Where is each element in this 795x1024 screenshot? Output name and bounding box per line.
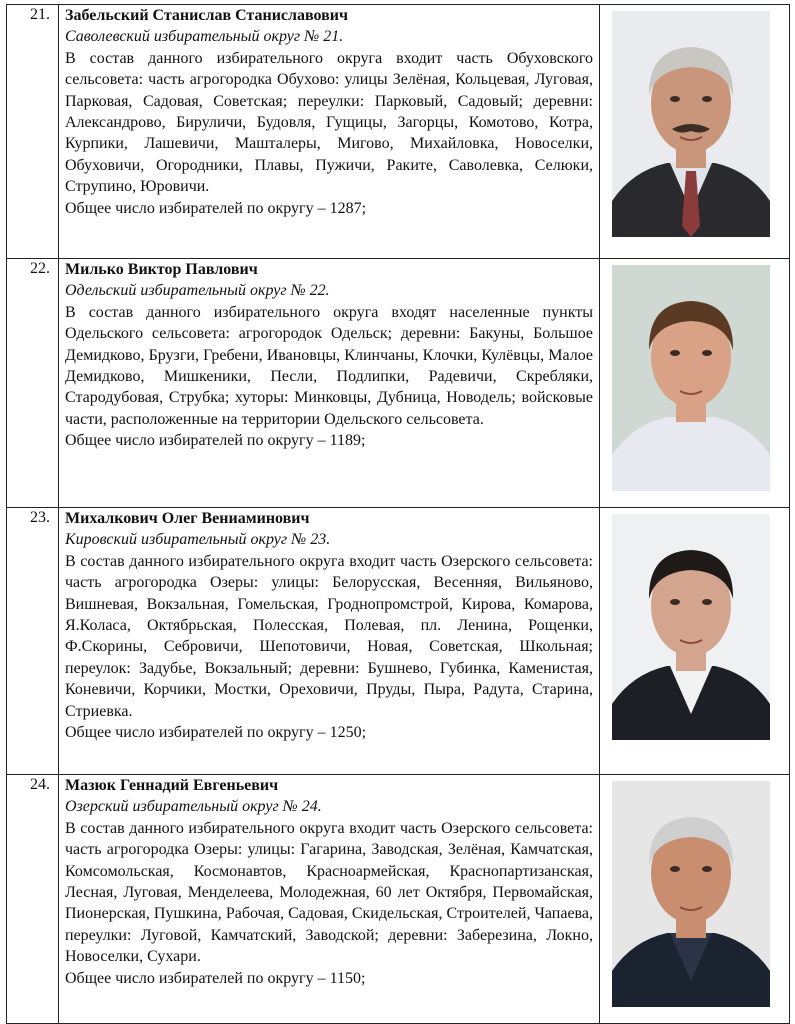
candidates-table (6, 4, 790, 1024)
row-number: 24. (7, 775, 59, 1024)
voter-total: Общее число избирателей по округу – 1287; (65, 199, 367, 217)
photo-cell (600, 259, 790, 508)
photo-cell (600, 775, 790, 1024)
eye-shape (670, 866, 680, 872)
candidate-info (59, 508, 600, 775)
table-row (7, 775, 790, 1024)
district-description: В состав данного избирательного округа входят населенные пункты Одельского сельсовета: агрогородок Одельск; деревни: Бакуны, Большое Демидково, Брузги, Гребени, Ивановцы, Клинчаны, Клочки, Кулёвцы, Малое Демидково, Мишкеники, Песли, Подлипки, Радевичи, Скребляки, Стародубовая, Струбка; хуторы: Минковцы, Дубница, Новодель; войсковые части, расположенные на территории Одельского сельсовета. (65, 303, 593, 428)
table-row (7, 259, 790, 508)
district-name: Саволевский избирательный округ № 21. (65, 28, 344, 46)
district-name: Одельский избирательный округ № 22. (65, 282, 330, 300)
photo-cell (600, 5, 790, 259)
portrait-photo-icon (612, 11, 770, 237)
photo-cell (600, 508, 790, 775)
candidate-info (59, 775, 600, 1024)
eye-shape (702, 350, 712, 356)
eye-shape (702, 866, 712, 872)
row-number: 23. (7, 508, 59, 775)
eye-shape (702, 96, 712, 102)
eye-shape (670, 599, 680, 605)
candidate-name: Мазюк Геннадий Евгеньевич (65, 777, 279, 794)
voter-total: Общее число избирателей по округу – 1150; (65, 969, 366, 987)
eye-shape (670, 96, 680, 102)
candidate-name: Михалкович Олег Вениаминович (65, 510, 310, 527)
voter-total: Общее число избирателей по округу – 1189; (65, 432, 366, 450)
voter-total: Общее число избирателей по округу – 1250; (65, 724, 367, 742)
candidate-name: Милько Виктор Павлович (65, 261, 258, 278)
eye-shape (670, 350, 680, 356)
candidate-info (59, 5, 600, 259)
table-row (7, 508, 790, 775)
candidate-info (59, 259, 600, 508)
portrait-photo-icon (612, 265, 770, 491)
portrait-photo-icon (612, 781, 770, 1007)
district-name: Кировский избирательный округ № 23. (65, 531, 331, 549)
district-description: В состав данного избирательного округа входит часть Озерского сельсовета: часть агрогородка Озеры: улицы: Белорусская, Весенняя, Вильяново, Вишневая, Вокзальная, Гомельская, Гроднопромстрой, Кирова, Комарова, Я.Коласа, Октябрьская, Полесская, Полевая, пл. Ленина, Рощенки, Ф.Скорины, Себровичи, Шепотовичи, Новая, Советская, Школьная; переулок: Задубье, Вокзальный; деревни: Бушнево, Губинка, Каменистая, Коневичи, Корчики, Мостки, Ореховичи, Пруды, Пыра, Радута, Старина, Стриевка. (65, 552, 593, 720)
table-row (7, 5, 790, 259)
eye-shape (702, 599, 712, 605)
district-name: Озерский избирательный округ № 24. (65, 798, 322, 816)
row-number: 22. (7, 259, 59, 508)
row-number: 21. (7, 5, 59, 259)
portrait-photo-icon (612, 514, 770, 740)
district-description: В состав данного избирательного округа входит часть Обуховского сельсовета: часть агрогородка Обухово: улицы Зелёная, Кольцевая, Луговая, Парковая, Садовая, Советская; переулки: Парковый, Садовый; деревни: Александрово, Бируличи, Будовля, Гущицы, Загорцы, Комотово, Котра, Курпики, Лашевичи, Машталеры, Мигово, Михайловка, Новоселки, Обуховичи, Огородники, Плавы, Пужичи, Раките, Саволевка, Селюки, Струпино, Юровичи. (65, 49, 593, 196)
district-description: В состав данного избирательного округа входит часть Озерского сельсовета: часть агрогородка Озеры: улицы: Гагарина, Заводская, Зелёная, Камчатская, Комсомольская, Космонавтов, Красноармейская, Краснопартизанская, Лесная, Луговая, Менделеева, Молодежная, 60 лет Октября, Первомайская, Пионерская, Пушкина, Рабочая, Садовая, Скидельская, Строителей, Чапаева, переулки: Луговой, Камчатский, Заводской; деревни: Заберезина, Локно, Новоселки, Сухари. (65, 819, 593, 966)
candidate-name: Забельский Станислав Станиславович (65, 7, 349, 24)
